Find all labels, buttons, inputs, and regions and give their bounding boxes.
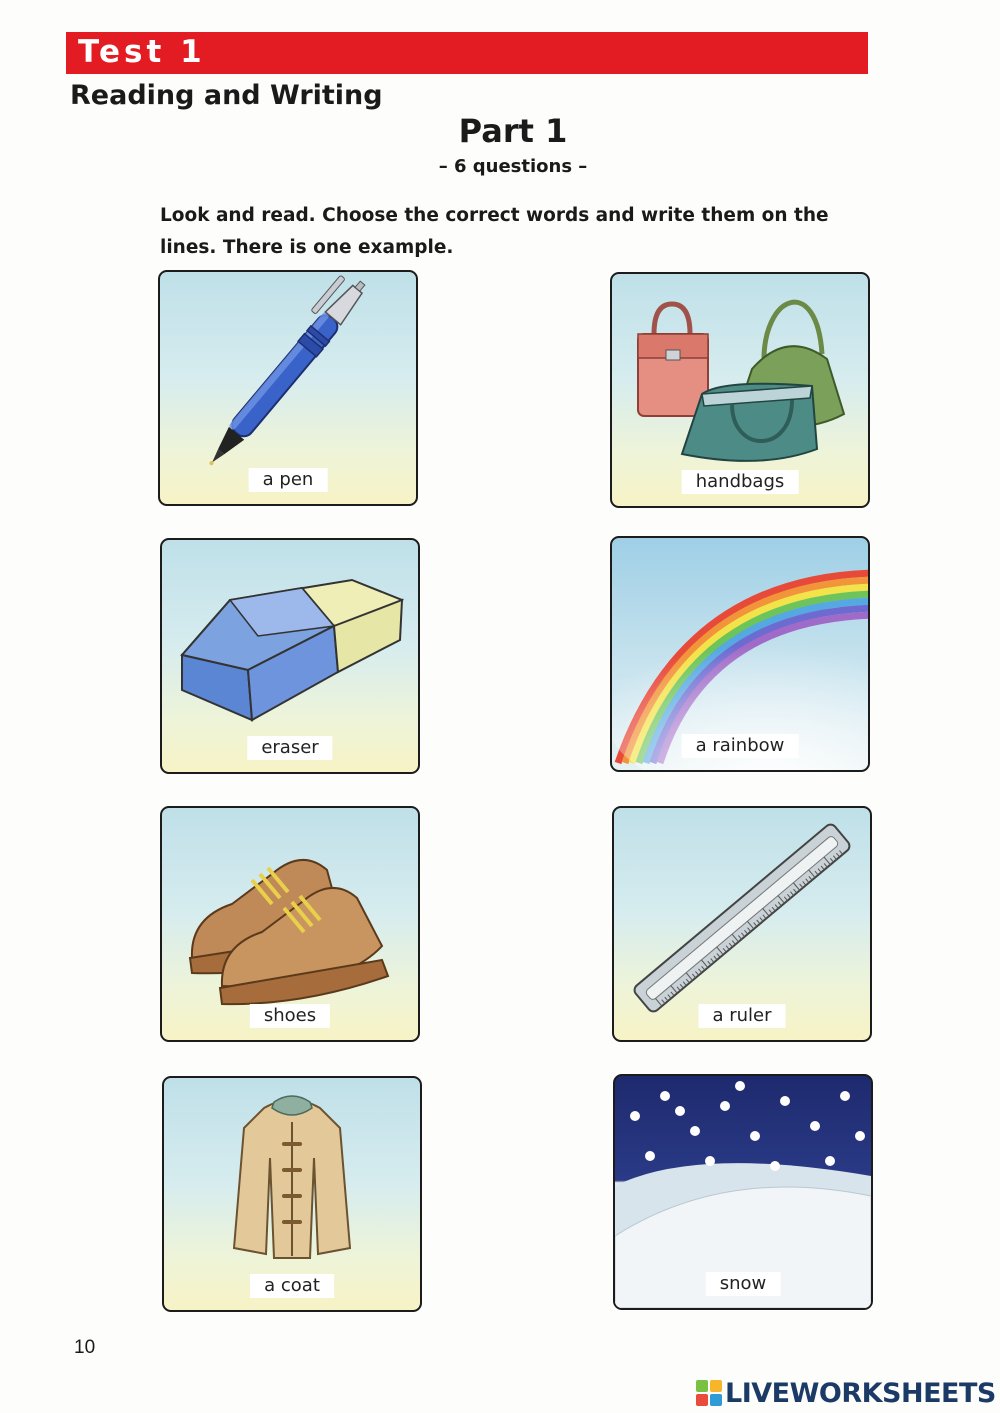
snowflake xyxy=(720,1101,730,1111)
card-label: a ruler xyxy=(698,1004,785,1028)
picture-card-rainbow xyxy=(610,536,870,772)
snowflake xyxy=(855,1131,865,1141)
snowflake xyxy=(750,1131,760,1141)
picture-card-snow xyxy=(613,1074,873,1310)
card-label: handbags xyxy=(682,470,799,494)
snowflake xyxy=(690,1126,700,1136)
snowflake xyxy=(825,1156,835,1166)
part-title: Part 1 xyxy=(458,112,568,150)
snowflake xyxy=(660,1091,670,1101)
snowflake xyxy=(630,1111,640,1121)
card-label: a pen xyxy=(249,468,328,492)
snowflake xyxy=(810,1121,820,1131)
snowflake xyxy=(770,1161,780,1171)
snowflake xyxy=(780,1096,790,1106)
card-label: shoes xyxy=(250,1004,330,1028)
picture-card-pen xyxy=(158,270,418,506)
test-label: Test 1 xyxy=(78,34,206,70)
picture-card-ruler xyxy=(612,806,872,1042)
card-label: a rainbow xyxy=(682,734,799,758)
instructions: Look and read. Choose the correct words and write them on the lines. There is one example. xyxy=(160,205,829,258)
liveworksheets-logo xyxy=(696,1376,996,1410)
page-number: 10 xyxy=(74,1337,96,1358)
liveworksheets-logo-icon xyxy=(696,1380,722,1406)
snowflake xyxy=(705,1156,715,1166)
picture-card-handbags xyxy=(610,272,870,508)
section-title: Reading and Writing xyxy=(70,80,383,111)
picture-card-shoes xyxy=(160,806,420,1042)
snowflake xyxy=(645,1151,655,1161)
card-label: a coat xyxy=(250,1274,334,1298)
snowflake xyxy=(675,1106,685,1116)
card-label: snow xyxy=(706,1272,781,1296)
picture-card-eraser xyxy=(160,538,420,774)
snowflake xyxy=(840,1091,850,1101)
picture-card-coat xyxy=(162,1076,422,1312)
snowflake xyxy=(735,1081,745,1091)
test-banner xyxy=(66,32,868,74)
watermark-text: LIVEWORKSHEETS xyxy=(725,1377,996,1409)
card-label: eraser xyxy=(247,736,332,760)
question-count: – 6 questions – xyxy=(438,156,588,177)
